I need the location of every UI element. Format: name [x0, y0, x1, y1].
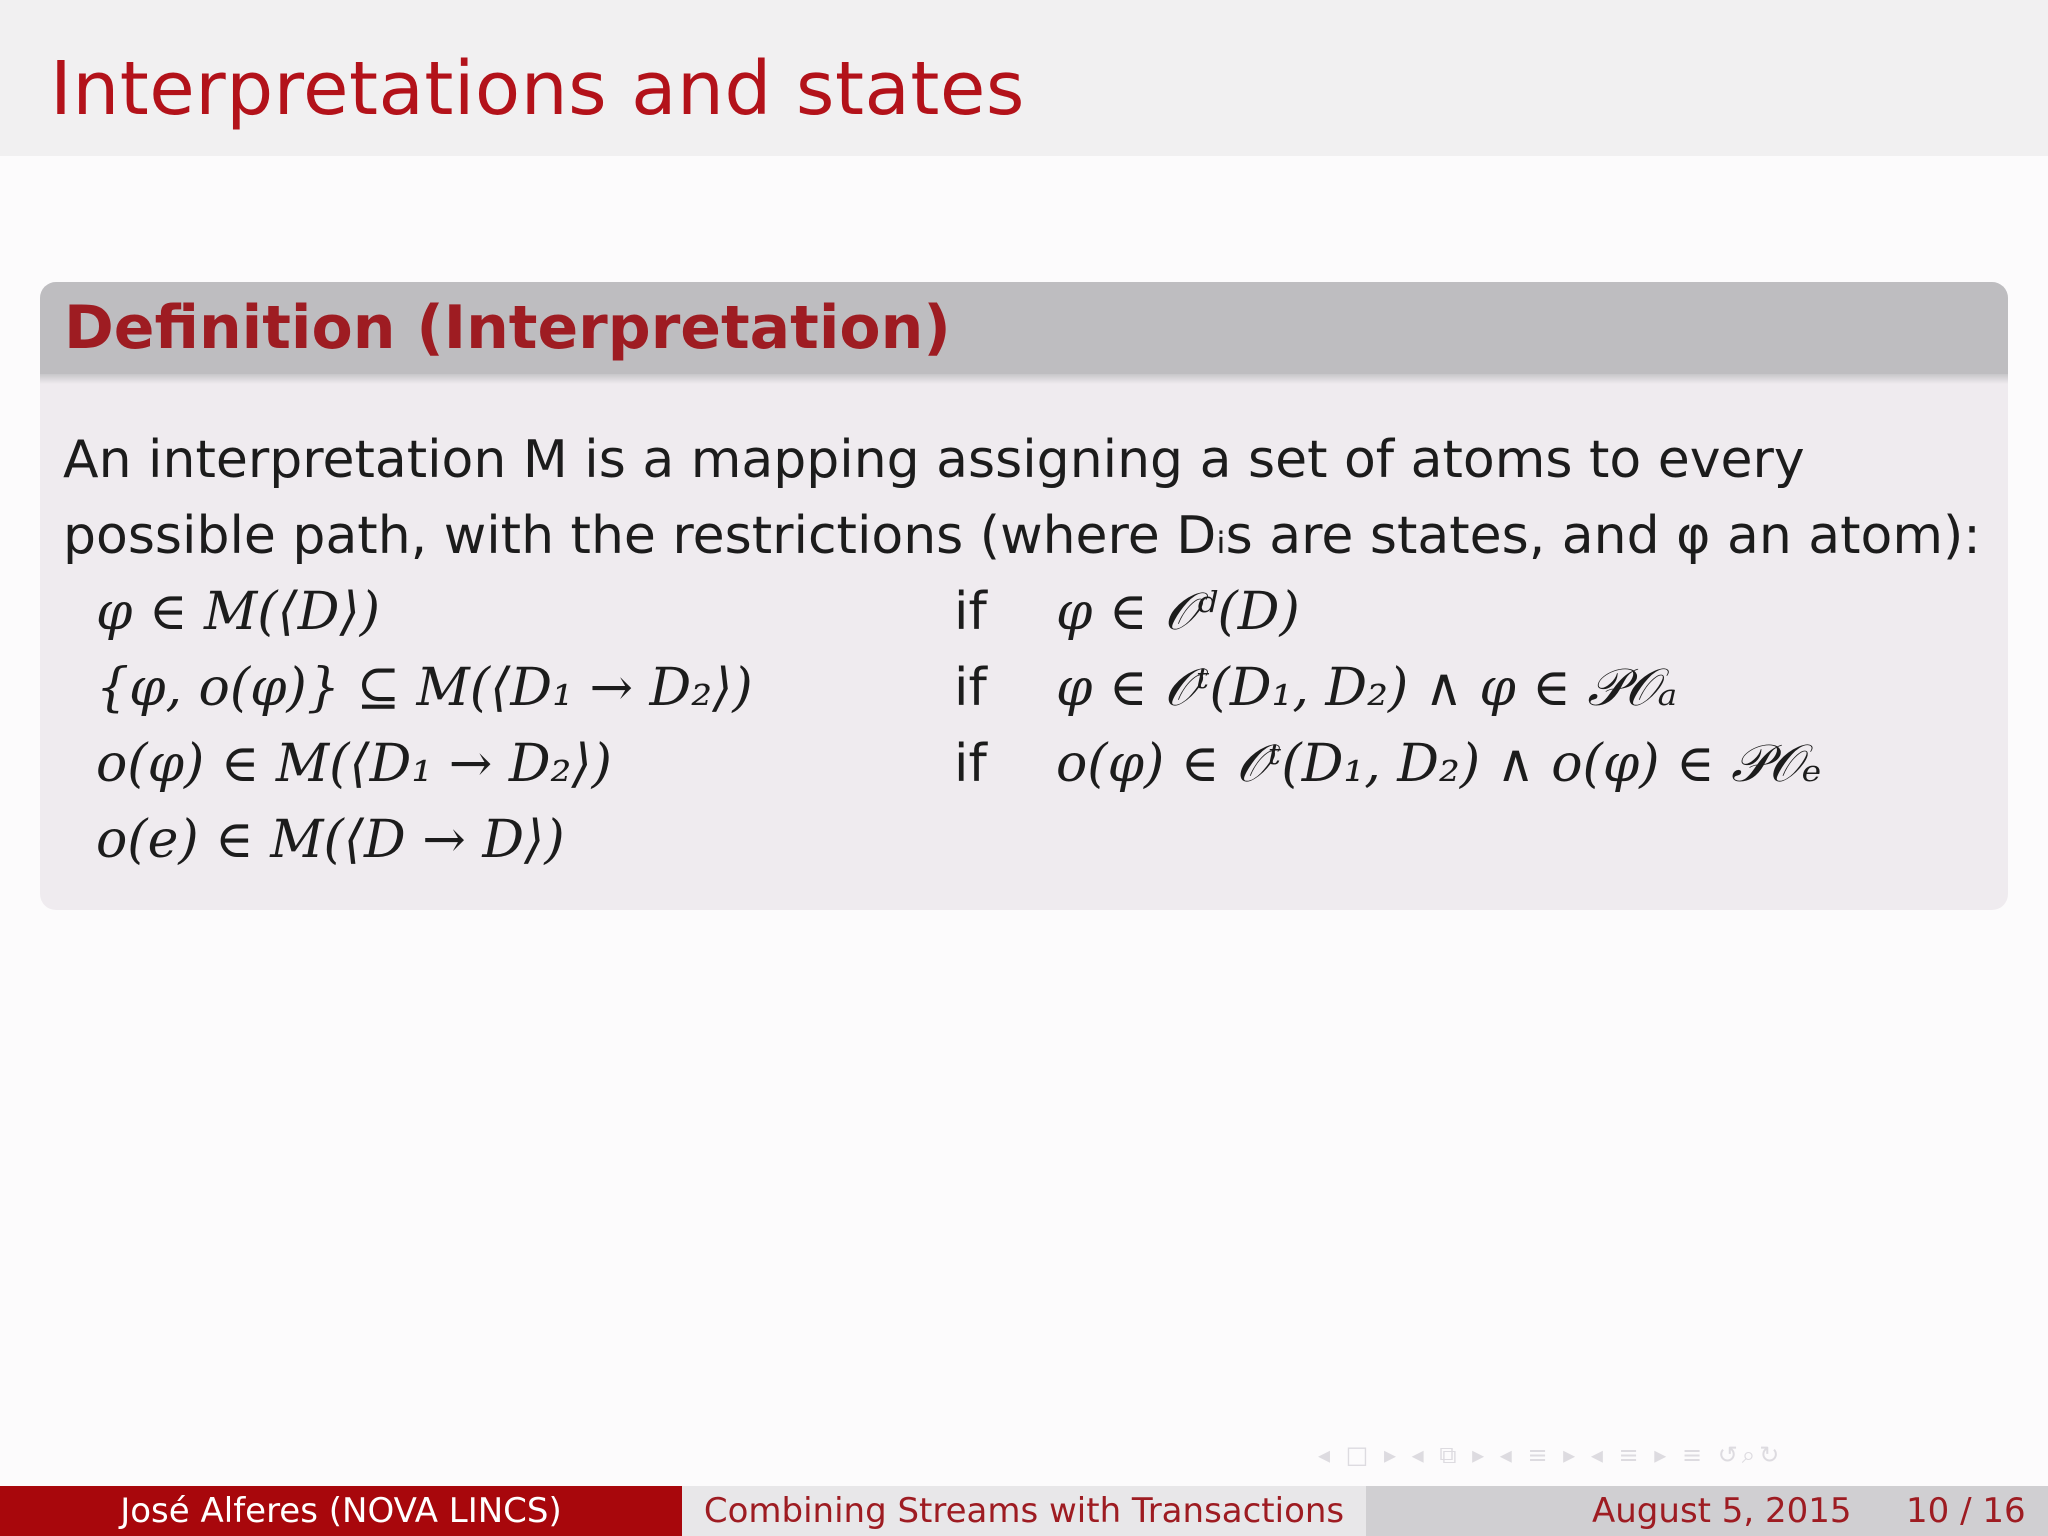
rule-condition: if — [954, 658, 987, 718]
rule-lhs: o(e) ∈ M(⟨D → D⟩) — [96, 810, 565, 870]
footer-talk-title: Combining Streams with Transactions — [682, 1486, 1366, 1536]
paragraph-line-1: An interpretation M is a mapping assigning a set of atoms to every — [63, 430, 1805, 490]
rule-lhs: {φ, o(φ)} ⊆ M(⟨D₁ → D₂⟩) — [96, 658, 753, 718]
footer-bar — [0, 1486, 2048, 1536]
beamer-navigation-icons[interactable]: ◂ □ ▸ ◂ ⧉ ▸ ◂ ≡ ▸ ◂ ≡ ▸ ≡ ↺⌕↻ — [1318, 1441, 1784, 1469]
rule-row — [40, 802, 2008, 878]
slide-title: Interpretations and states — [50, 46, 1025, 132]
footer-date-page — [1366, 1486, 2048, 1536]
definition-block-header — [40, 282, 2008, 374]
rule-lhs: φ ∈ M(⟨D⟩) — [96, 582, 381, 642]
paragraph-line-2: possible path, with the restrictions (where Dᵢs are states, and φ an atom): — [63, 506, 1981, 566]
rule-rhs: o(φ) ∈ 𝒪ᵗ(D₁, D₂) ∧ o(φ) ∈ 𝒫𝒪ₑ — [1056, 734, 1822, 794]
rule-rhs: φ ∈ 𝒪ᵈ(D) — [1056, 582, 1300, 642]
rule-condition: if — [954, 734, 987, 794]
rule-lhs: o(φ) ∈ M(⟨D₁ → D₂⟩) — [96, 734, 612, 794]
definition-title: Definition (Interpretation) — [64, 293, 951, 363]
footer-author: José Alferes (NOVA LINCS) — [0, 1486, 682, 1536]
rule-condition: if — [954, 582, 987, 642]
definition-paragraph — [63, 422, 2003, 574]
footer-date: August 5, 2015 — [1592, 1491, 1852, 1531]
rule-row — [40, 726, 2008, 802]
rule-row — [40, 574, 2008, 650]
definition-block — [40, 282, 2008, 910]
frame-title-bar — [0, 0, 2048, 156]
footer-page-number: 10 / 16 — [1906, 1491, 2026, 1531]
rule-rhs: φ ∈ 𝒪ᵗ(D₁, D₂) ∧ φ ∈ 𝒫𝒪ₐ — [1056, 658, 1678, 718]
rule-row — [40, 650, 2008, 726]
